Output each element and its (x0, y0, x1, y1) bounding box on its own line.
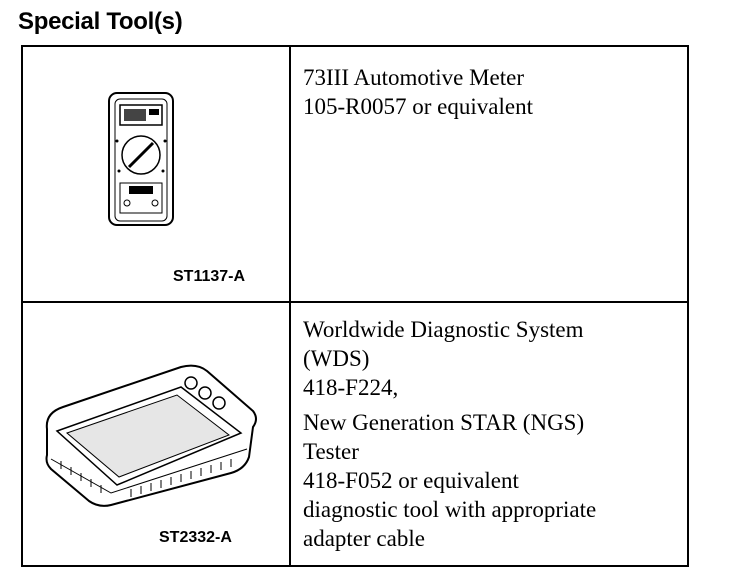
description-line: adapter cable (303, 526, 425, 551)
multimeter-icon (107, 91, 177, 231)
description-line: New Generation STAR (NGS) (303, 410, 585, 435)
description-line: 73III Automotive Meter (303, 65, 525, 90)
description-line: 418-F224, (303, 375, 399, 400)
column-divider (289, 47, 291, 565)
description-line: Tester (303, 439, 359, 464)
description-line: diagnostic tool with appropriate (303, 497, 597, 522)
tool-code-2: ST2332-A (159, 529, 232, 546)
description-line: 105-R0057 or equivalent (303, 94, 533, 119)
row-divider (23, 301, 687, 303)
description-line: Worldwide Diagnostic System (303, 317, 584, 342)
tool-description-1 (303, 63, 533, 121)
section-heading: Special Tool(s) (18, 8, 183, 35)
special-tools-table (21, 45, 689, 567)
tool-code-1: ST1137-A (173, 268, 246, 285)
description-line: 418-F052 or equivalent (303, 468, 519, 493)
description-line: (WDS) (303, 346, 370, 371)
diagnostic-tester-icon (41, 361, 261, 511)
tool-description-2 (303, 315, 596, 553)
